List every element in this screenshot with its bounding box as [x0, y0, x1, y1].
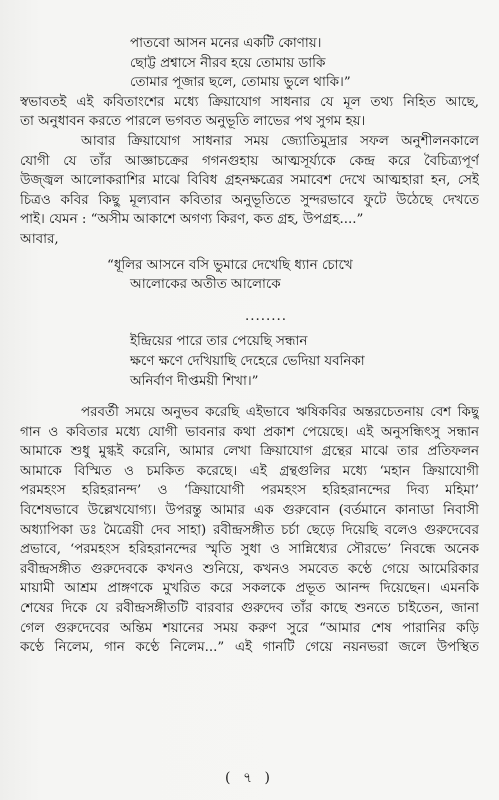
poem-line: “ধূলির আসনে বসি ভুমারে দেখেছি ধ্যান চোখে [107, 257, 353, 273]
text-line: গেল গুরুদেবের অন্তিম শয়ানের সময় করুণ সুরে “আমার শেষ পারানির কড়ি [20, 620, 479, 636]
poem-line: পাতবো আসন মনের একটি কোণায়। [130, 36, 322, 51]
text-line: রবীন্দ্রসঙ্গীত গুরুদেবকে কখনও শুনিয়ে, কখনও সমবেত কণ্ঠে গেয়ে আমেরিকার [20, 561, 479, 577]
text-line: অধ্যাপিকা ডঃ মৈত্রেয়ী দেব সাহা) রবীন্দ্রসঙ্গীত চর্চা ছেড়ে দিয়েছি বলেও গুরুদেবের [20, 522, 479, 538]
text-line: কণ্ঠে নিলেম, গান কণ্ঠে নিলেম...” এই গানটি গেয়ে নয়নভরা জলে উপস্থিত [20, 640, 479, 656]
text-line: উজ্জ্বল আলোকরাশির মাঝে বিবিধ গ্রহনক্ষত্রের সমাবেশ দেখে আত্মহারা হন, সেই [20, 173, 479, 189]
text-line: শেষের দিকে যে রবীন্দ্রসঙ্গীতটি বারবার গুরুদেব তাঁর কাছে শুনতে চাইতেন, জানা [20, 601, 479, 617]
poem-line: ছোট্ট প্রশ্বাসে নীরব হয়ে তোমায় ডাকি [130, 55, 326, 71]
ellipsis-separator: ........ [245, 308, 288, 324]
text-line: বিশেষভাবে উল্লেখযোগ্য। উপরন্তু আমার এক গুরুবোন (বর্তমানে কানাডা নিবাসী [20, 503, 479, 519]
text-line: পাই। যেমন : “অসীম আকাশে অগণ্য কিরণ, কত গ্রহ, উপগ্রহ....” [20, 212, 364, 228]
poem-middle [20, 256, 479, 295]
text-line: যোগী যে তাঁর আজ্ঞাচক্রের গগনগুহায় আত্মসূর্য্যকে কেন্দ্র করে বৈচিত্র্যপূর্ণ [20, 153, 479, 169]
text-line: পরমহংস হরিহরানন্দ’ ও ‘ক্রিয়াযোগী পরমহংস হরিহরানন্দের দিব্য মহিমা’ [20, 483, 479, 499]
text-line: তা অনুধাবন করতে পারলে ভগবত অনুভূতি লাভের পথ সুগম হয়। [20, 114, 366, 130]
poem-line: ক্ষণে ক্ষণে দেখিয়াছি দেহেরে ভেদিয়া যবনিকা [130, 353, 365, 369]
poem-line: অনির্বাণ দীপ্তময়ী শিখা।” [130, 373, 259, 389]
paragraph-2 [20, 132, 479, 250]
paragraph-1 [20, 93, 479, 132]
poem-line: তোমার পূজার ছলে, তোমায় ভুলে থাকি।” [130, 75, 351, 91]
text-line: আমাকে বিস্মিত ও চমকিত করেছে। এই গ্রন্থগুলির মধ্যে ‘মহান ক্রিয়াযোগী [20, 463, 479, 479]
text-line: স্বভাবতই এই কবিতাংশের মধ্যে ক্রিয়াযোগ সাধনার যে মূল তথ্য নিহিত আছে, [20, 94, 479, 110]
poem-line: আলোকের অতীত আলোকে [130, 277, 281, 293]
text-line: আমাকে শুধু মুগ্ধই করেনি, আমার লেখা ক্রিয়াযোগ গ্রন্থের মাঝে তার প্রতিফলন [20, 444, 479, 460]
page-number: ( ৭ ) [225, 770, 274, 786]
text-line: চিত্রও কবির কিছু মূল্যবান কবিতার অনুভূতিতে সুন্দরভাবে ফুটে উঠেছে দেখতে [20, 192, 479, 208]
poem-bottom [20, 332, 479, 391]
text-line: মায়ামী আশ্রম প্রাঙ্গণকে মুখরিত করে সকলকে প্রভূত আনন্দ দিয়েছেন। এমনকি [20, 581, 479, 597]
text-line: গান ও কবিতার মধ্যে যোগী ভাবনার কথা প্রকাশ পেয়েছে। এই অনুসন্ধিৎসু সন্ধান [20, 424, 479, 440]
text-line: পরবর্তী সময়ে অনুভব করেছি এইভাবে ঋষিকবির অন্তরচেতনায় বেশ কিছু [81, 405, 479, 421]
text-line: আবার, [20, 231, 59, 247]
poem-line: ইন্দ্রিয়ের পারে তার পেয়েছি সন্ধান [130, 334, 308, 350]
text-line: আবার ক্রিয়াযোগ সাধনার সময় জ্যোতিমুদ্রার সফল অনুশীলনকালে [81, 133, 479, 149]
text-line: প্রভাবে, ‘পরমহংস হরিহরানন্দের স্মৃতি সুধা ও সান্নিধ্যের সৌরভে’ নিবন্ধে অনেক [20, 542, 479, 558]
paragraph-3 [20, 403, 479, 658]
poem-top [20, 34, 479, 93]
